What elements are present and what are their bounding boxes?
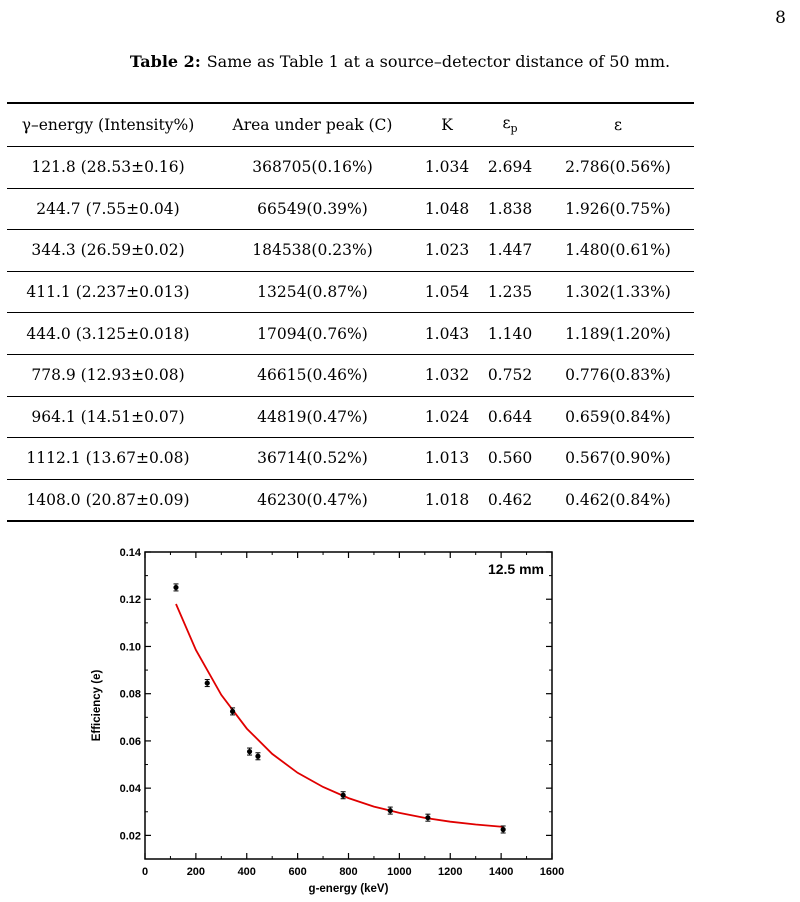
data-point <box>173 585 178 590</box>
cell-epsilon-p: 0.752 <box>478 354 542 396</box>
data-point <box>255 754 260 759</box>
data-point <box>501 827 506 832</box>
table-row <box>7 354 694 396</box>
cell-gamma-energy: 444.0 (3.125±0.018) <box>7 313 209 355</box>
header-epsilon: ε <box>542 103 694 147</box>
cell-epsilon: 2.786(0.56%) <box>542 147 694 189</box>
cell-epsilon: 0.567(0.90%) <box>542 438 694 480</box>
cell-area-under-peak: 46230(0.47%) <box>209 479 416 521</box>
data-point <box>230 709 235 714</box>
data-point <box>247 749 252 754</box>
cell-epsilon: 0.462(0.84%) <box>542 479 694 521</box>
y-tick-label: 0.04 <box>119 783 141 796</box>
y-tick-label: 0.02 <box>119 830 141 843</box>
cell-epsilon-p: 0.560 <box>478 438 542 480</box>
cell-epsilon-p: 0.462 <box>478 479 542 521</box>
cell-area-under-peak: 66549(0.39%) <box>209 188 416 230</box>
cell-epsilon: 1.926(0.75%) <box>542 188 694 230</box>
cell-area-under-peak: 36714(0.52%) <box>209 438 416 480</box>
cell-epsilon-p: 0.644 <box>478 396 542 438</box>
cell-gamma-energy: 244.7 (7.55±0.04) <box>7 188 209 230</box>
cell-area-under-peak: 17094(0.76%) <box>209 313 416 355</box>
fit-curve-line <box>176 604 503 827</box>
table-row <box>7 230 694 272</box>
cell-k: 1.023 <box>416 230 478 272</box>
data-point <box>341 793 346 798</box>
cell-epsilon-p: 1.447 <box>478 230 542 272</box>
plot-frame <box>145 552 552 859</box>
cell-area-under-peak: 44819(0.47%) <box>209 396 416 438</box>
x-tick-label: 200 <box>186 866 206 878</box>
cell-epsilon: 1.189(1.20%) <box>542 313 694 355</box>
cell-area-under-peak: 368705(0.16%) <box>209 147 416 189</box>
cell-area-under-peak: 184538(0.23%) <box>209 230 416 272</box>
cell-k: 1.034 <box>416 147 478 189</box>
cell-k: 1.018 <box>416 479 478 521</box>
cell-epsilon: 0.776(0.83%) <box>542 354 694 396</box>
cell-gamma-energy: 1112.1 (13.67±0.08) <box>7 438 209 480</box>
cell-epsilon: 1.302(1.33%) <box>542 271 694 313</box>
page-number: 8 <box>775 8 786 28</box>
data-point <box>205 680 210 685</box>
table-row <box>7 188 694 230</box>
cell-k: 1.013 <box>416 438 478 480</box>
cell-gamma-energy: 344.3 (26.59±0.02) <box>7 230 209 272</box>
chart-annotation: 12.5 mm <box>487 561 544 577</box>
cell-k: 1.024 <box>416 396 478 438</box>
table-caption-text: Same as Table 1 at a source–detector distance of 50 mm. <box>206 52 671 71</box>
table-body <box>7 147 694 522</box>
cell-epsilon-p: 2.694 <box>478 147 542 189</box>
x-axis-label: g-energy (keV) <box>308 883 389 895</box>
table-row <box>7 313 694 355</box>
cell-gamma-energy: 121.8 (28.53±0.16) <box>7 147 209 189</box>
cell-gamma-energy: 964.1 (14.51±0.07) <box>7 396 209 438</box>
cell-epsilon-p: 1.838 <box>478 188 542 230</box>
header-epsilon-p: $\varepsilon_p$ <box>478 103 542 147</box>
table-caption-label: Table 2: <box>129 52 201 71</box>
cell-k: 1.032 <box>416 354 478 396</box>
cell-epsilon: 1.480(0.61%) <box>542 230 694 272</box>
table-row <box>7 396 694 438</box>
data-point <box>425 815 430 820</box>
table-caption <box>0 52 800 71</box>
cell-k: 1.043 <box>416 313 478 355</box>
efficiency-chart-svg <box>80 540 580 900</box>
cell-epsilon-p: 1.235 <box>478 271 542 313</box>
x-tick-label: 1600 <box>539 866 565 878</box>
header-area-under-peak: Area under peak (C) <box>209 103 416 147</box>
header-gamma-energy: γ–energy (Intensity%) <box>7 103 209 147</box>
cell-area-under-peak: 13254(0.87%) <box>209 271 416 313</box>
x-tick-label: 0 <box>141 866 149 878</box>
data-point <box>388 808 393 813</box>
cell-k: 1.054 <box>416 271 478 313</box>
y-tick-label: 0.08 <box>119 688 141 701</box>
x-tick-label: 800 <box>339 866 358 878</box>
x-tick-label: 1400 <box>488 866 514 878</box>
x-tick-label: 1200 <box>438 866 463 878</box>
y-tick-label: 0.12 <box>119 594 141 607</box>
cell-gamma-energy: 411.1 (2.237±0.013) <box>7 271 209 313</box>
table-row <box>7 438 694 480</box>
cell-k: 1.048 <box>416 188 478 230</box>
cell-epsilon: 0.659(0.84%) <box>542 396 694 438</box>
y-axis-label: Efficiency (e) <box>91 669 103 742</box>
y-tick-label: 0.06 <box>119 735 141 748</box>
x-tick-label: 600 <box>288 866 307 878</box>
efficiency-table <box>7 102 694 522</box>
table-header-row <box>7 103 694 147</box>
cell-gamma-energy: 778.9 (12.93±0.08) <box>7 354 209 396</box>
cell-epsilon-p: 1.140 <box>478 313 542 355</box>
cell-gamma-energy: 1408.0 (20.87±0.09) <box>7 479 209 521</box>
x-tick-label: 1000 <box>387 866 412 878</box>
cell-area-under-peak: 46615(0.46%) <box>209 354 416 396</box>
header-k: K <box>416 103 478 147</box>
efficiency-chart <box>80 540 580 900</box>
table-row <box>7 147 694 189</box>
x-tick-label: 400 <box>237 866 256 878</box>
table-row <box>7 479 694 521</box>
table-row <box>7 271 694 313</box>
y-tick-label: 0.14 <box>119 547 141 559</box>
y-tick-label: 0.10 <box>119 641 141 654</box>
